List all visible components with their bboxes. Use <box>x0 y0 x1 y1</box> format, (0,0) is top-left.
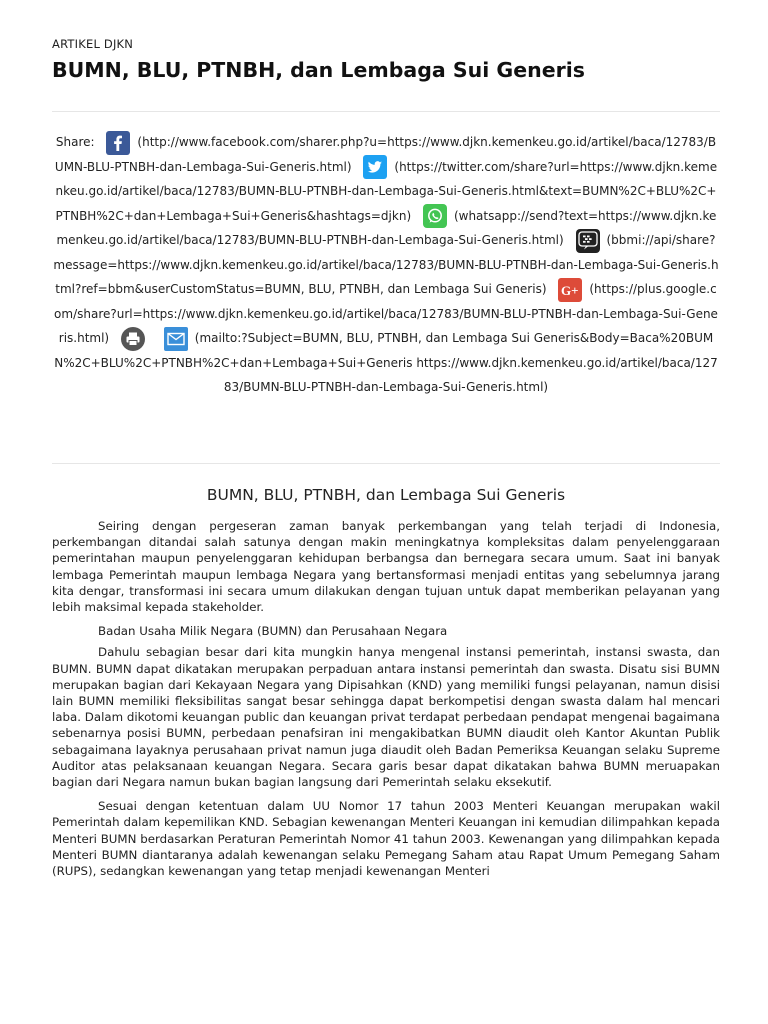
article-title: BUMN, BLU, PTNBH, dan Lembaga Sui Generis <box>206 486 566 504</box>
facebook-icon[interactable] <box>106 131 130 155</box>
paragraph-3: Sesuai dengan ketentuan dalam UU Nomor 17 tahun 2003 Menteri Keuangan merupakan wakil Pemerintah dalam kepemilikan KND. Sebagian kewenangan Menteri Keuangan ini kemudian dilimpahkan kepada Menteri BUMN berdasarkan Peraturan Pemerintah Nomor 41 tahun 2003. Kewenangan yang dilimpahkan kepada Menteri BUMN diantaranya adalah kewenangan selaku Pemegang Saham atau Rapat Umum Pemegang Saham (RUPS), sedangkan kewenangan yang tetap menjadi kewenangan Menteri <box>52 799 720 879</box>
mail-share-link[interactable]: (mailto:?Subject=BUMN, BLU, PTNBH, dan Lembaga Sui Generis&Body=Baca%20BUMN%2C+BLU%2C+PTNBH%2C+dan+Lembaga+Sui+Generis https://www.djkn.kemenkeu.go.id/artikel/baca/12783/BUMN-BLU-PTNBH-dan-Lembaga-Sui-Generis.html) <box>54 331 718 394</box>
article-body <box>52 518 720 887</box>
twitter-icon[interactable] <box>363 155 387 179</box>
paragraph-1: Seiring dengan pergeseran zaman banyak perkembangan yang telah terjadi di Indonesia, perkembangan ditandai salah satunya dengan makin meningkatnya kompleksitas dalam penyelenggaraan pemerintahan maupun penyelenggaran kehidupan berbangsa dan bernegara secara umum. Saat ini banyak lembaga Pemerintah maupun lembaga Negara yang bertansformasi menjadi entitas yang sebelumnya jarang kita dengar, transformasi ini secara umum dilakukan dengan tujuan untuk dapat memberikan pelayanan yang lebih maksimal kepada stakeholder. <box>52 519 720 615</box>
share-block <box>52 130 720 400</box>
whatsapp-share-link[interactable]: (whatsapp://send?text=https://www.djkn.kemenkeu.go.id/artikel/baca/12783/BUMN-BLU-PTNBH-dan-Lembaga-Sui-Generis.html) <box>56 208 717 247</box>
breadcrumb[interactable]: ARTIKEL DJKN <box>52 37 134 51</box>
section-heading: Badan Usaha Milik Negara (BUMN) dan Perusahaan Negara <box>98 624 448 639</box>
page-title: BUMN, BLU, PTNBH, dan Lembaga Sui Generis <box>52 58 585 82</box>
facebook-share-link[interactable]: (http://www.facebook.com/sharer.php?u=https://www.djkn.kemenkeu.go.id/artikel/baca/12783/BUMN-BLU-PTNBH-dan-Lembaga-Sui-Generis.html) <box>54 135 717 174</box>
twitter-share-link[interactable]: (https://twitter.com/share?url=https://www.djkn.kemenkeu.go.id/artikel/baca/12783/BUMN-BLU-PTNBH-dan-Lembaga-Sui-Generis.html&text=BUMN%2C+BLU%2C+PTNBH%2C+dan+Lembaga+Sui+Generis&hashtags=djkn) <box>55 159 718 223</box>
google-plus-icon[interactable] <box>558 278 582 302</box>
share-label: Share: <box>55 135 95 149</box>
google-plus-share-link[interactable]: (https://plus.google.com/share?url=https://www.djkn.kemenkeu.go.id/artikel/baca/12783/BUMN-BLU-PTNBH-dan-Lembaga-Sui-Generis.html) <box>54 282 718 345</box>
bbm-icon[interactable] <box>576 229 600 253</box>
paragraph-2: Dahulu sebagian besar dari kita mungkin hanya mengenal instansi pemerintah, instansi swasta, dan BUMN. BUMN dapat dikatakan merupakan perpaduan antara instansi pemerintah dan swasta. Disatu sisi BUMN merupakan bagian dari Kekayaan Negara yang Dipisahkan (KND) yang memiliki fungsi pelayanan, namun disisi lain BUMN memiliki fleksibilitas sangat besar sehingga dapat berkompetisi dengan swasta dalam hal mencari laba. Dalam dikotomi keuangan public dan keuangan privat terdapat perbedaan pendapat mengenai bagaimana sebenarnya posisi BUMN, perbedaan penafsiran ini mengakibatkan BUMN diaudit oleh Kantor Akuntan Publik sebagaimana layaknya perusahaan privat namun juga diaudit oleh Badan Pemeriksa Keuangan selaku Supreme Auditor atas pelaksanaan keuangan Negara. Secara garis besar dapat dikatakan bahwa BUMN meruapakan bagian dari Negara namun bukan bagian langsung dari Pemerintah selaku eksekutif. <box>52 645 720 790</box>
bbm-share-link[interactable]: (bbmi://api/share?message=https://www.djkn.kemenkeu.go.id/artikel/baca/12783/BUMN-BLU-PTNBH-dan-Lembaga-Sui-Generis.html?ref=bbm&userCustomStatus=BUMN, BLU, PTNBH, dan Lembaga Sui Generis) <box>53 233 719 296</box>
svg-text:G+: G+ <box>561 282 579 298</box>
mail-icon[interactable] <box>164 327 188 351</box>
divider-bottom <box>52 463 720 464</box>
whatsapp-icon[interactable] <box>423 204 447 228</box>
divider-top <box>52 111 720 112</box>
print-icon[interactable] <box>121 327 145 351</box>
